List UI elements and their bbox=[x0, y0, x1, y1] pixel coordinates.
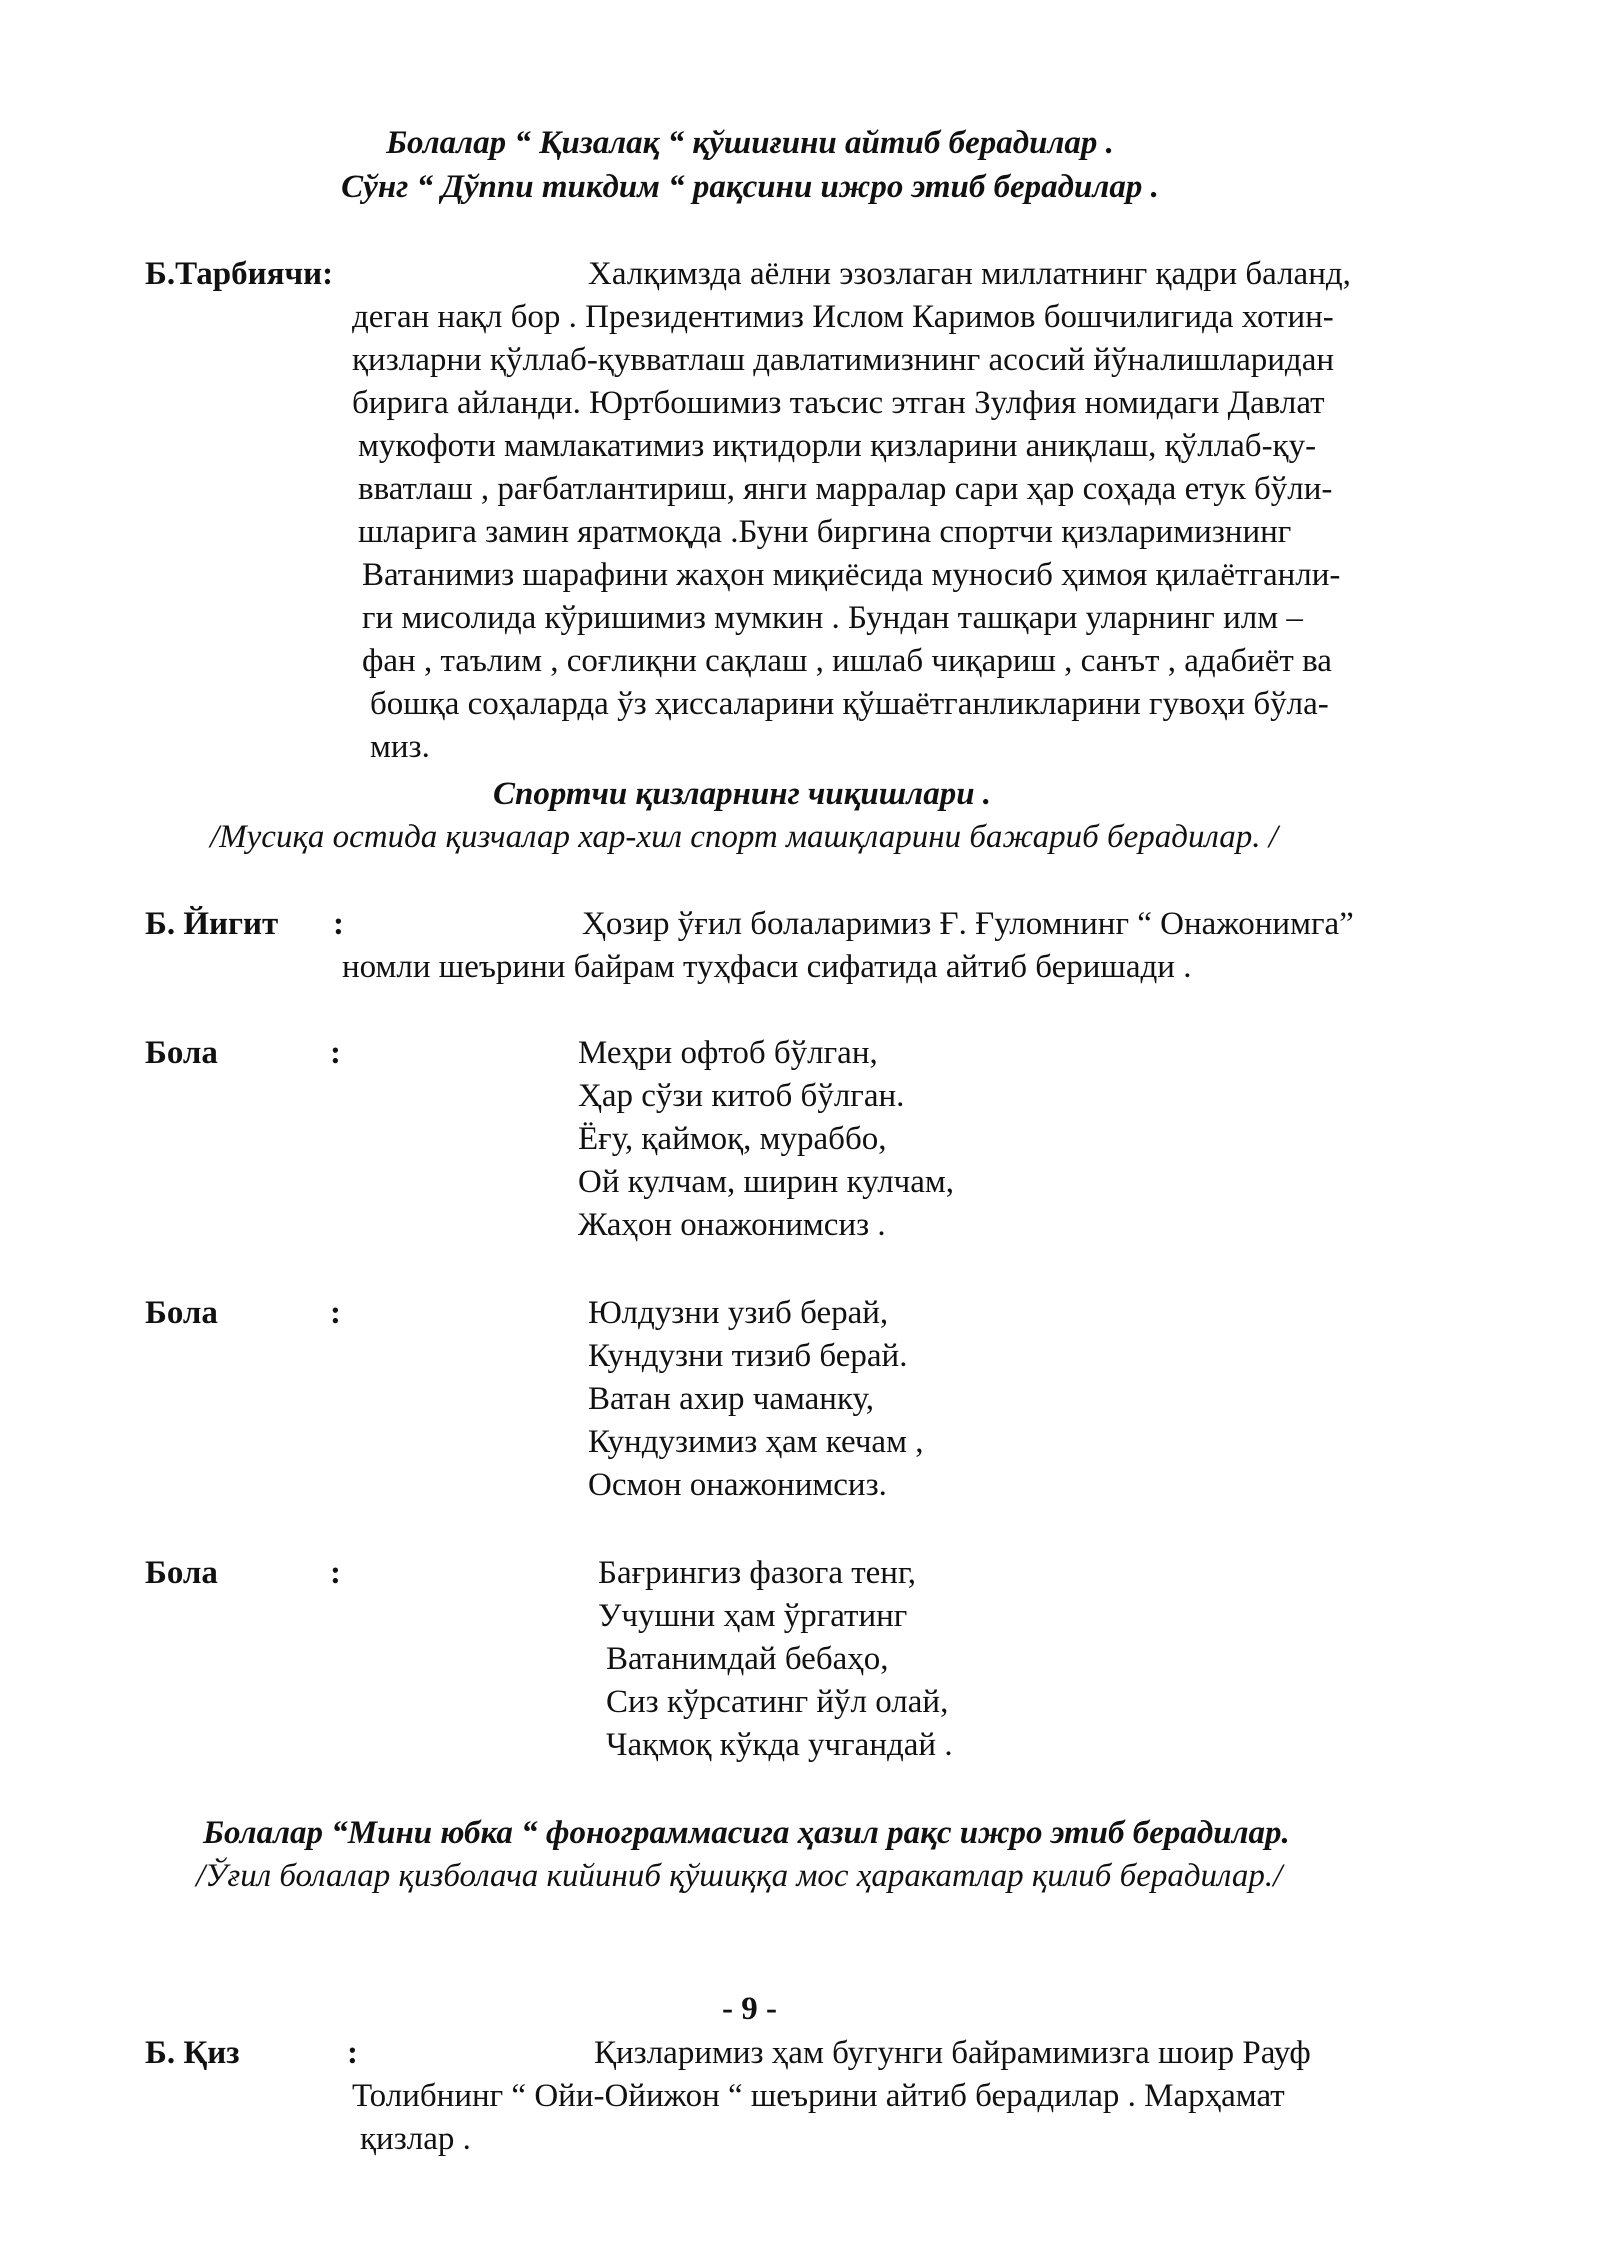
poem-line: Меҳри офтоб бўлган, bbox=[578, 1035, 878, 1071]
poem-line: Учушни ҳам ўргатинг bbox=[598, 1598, 908, 1634]
speaker-colon: : bbox=[330, 1295, 341, 1331]
yigit-line: Ҳозир ўғил болаларимиз Ғ. Ғуломнинг “ Онажонимга” bbox=[582, 906, 1354, 942]
tarbiyachi-line: бирига айланди. Юртбошимиз таъсис этган Зулфия номидаги Давлат bbox=[352, 385, 1325, 421]
poem-line: Бағрингиз фазога тенг, bbox=[598, 1555, 917, 1591]
speaker-bola: Бола bbox=[145, 1035, 218, 1071]
tarbiyachi-line: шларига замин яратмоқда .Буни биргина спортчи қизларимизнинг bbox=[358, 514, 1292, 550]
speaker-colon: : bbox=[330, 1035, 341, 1071]
speaker-bola: Бола bbox=[145, 1295, 218, 1331]
speaker-yigit: Б. Йигит bbox=[145, 906, 279, 942]
sport-title: Спортчи қизларнинг чиқишлари . bbox=[493, 776, 992, 812]
tarbiyachi-line: қизларни қўллаб-қувватлаш давлатимизнинг асосий йўналишларидан bbox=[352, 342, 1335, 378]
poem-line: Чақмоқ кўкда учгандай . bbox=[606, 1727, 953, 1763]
poem-line: Ой кулчам, ширин кулчам, bbox=[578, 1164, 955, 1200]
tarbiyachi-line: деган нақл бор . Президентимиз Ислом Каримов бошчилигида хотин- bbox=[352, 299, 1334, 335]
poem-line: Ҳар сўзи китоб бўлган. bbox=[578, 1078, 905, 1114]
poem-line: Сиз кўрсатинг йўл олай, bbox=[606, 1684, 949, 1720]
page-number: - 9 - bbox=[722, 1991, 777, 2027]
sport-note: /Мусиқа остида қизчалар хар-хил спорт машқларини бажариб берадилар. / bbox=[210, 819, 1278, 855]
poem-line: Кундузимиз ҳам кечам , bbox=[588, 1424, 924, 1460]
speaker-qiz: Б. Қиз bbox=[145, 2035, 240, 2071]
qiz-line: Қизларимиз ҳам бугунги байрамимизга шоир Рауф bbox=[594, 2035, 1311, 2071]
tarbiyachi-line: Халқимзда аёлни эзозлаган миллатнинг қадри баланд, bbox=[588, 256, 1351, 292]
yigit-line: номли шеърини байрам туҳфаси сифатида айтиб беришади . bbox=[342, 949, 1192, 985]
poem-line: Осмон онажонимсиз. bbox=[588, 1467, 887, 1503]
qiz-line: Толибнинг “ Ойи-Ойижон “ шеърини айтиб берадилар . Марҳамат bbox=[352, 2078, 1285, 2114]
tarbiyachi-line: бошқа соҳаларда ўз ҳиссаларини қўшаётганликларини гувоҳи бўла- bbox=[370, 686, 1329, 722]
poem-line: Жаҳон онажонимсиз . bbox=[578, 1207, 886, 1243]
qiz-line: қизлар . bbox=[360, 2121, 471, 2157]
speaker-colon: : bbox=[330, 1555, 341, 1591]
dance-title: Болалар “Мини юбка “ фонограммасига ҳазил рақс ижро этиб берадилар. bbox=[203, 1815, 1290, 1851]
tarbiyachi-line: вватлаш , рағбатлантириш, янги марралар сари ҳар соҳада етук бўли- bbox=[358, 471, 1333, 507]
tarbiyachi-line: ги мисолида кўришимиз мумкин . Бундан ташқари уларнинг илм – bbox=[362, 600, 1303, 636]
speaker-tarbiyachi: Б.Тарбиячи: bbox=[145, 256, 334, 292]
speaker-bola: Бола bbox=[145, 1555, 218, 1591]
poem-line: Ватанимдай бебаҳо, bbox=[606, 1641, 889, 1677]
tarbiyachi-line: мукофоти мамлакатимиз иқтидорли қизларини аниқлаш, қўллаб-қу- bbox=[358, 428, 1317, 464]
tarbiyachi-line: фан , таълим , соғлиқни сақлаш , ишлаб чиқариш , санът , адабиёт ва bbox=[362, 643, 1332, 679]
poem-line: Кундузни тизиб берай. bbox=[588, 1338, 908, 1374]
poem-line: Ёғу, қаймоқ, мураббо, bbox=[578, 1121, 887, 1157]
speaker-colon: : bbox=[333, 906, 344, 942]
tarbiyachi-line: миз. bbox=[370, 729, 430, 765]
poem-line: Юлдузни узиб берай, bbox=[588, 1295, 889, 1331]
intro-line-2: Сўнг “ Дўппи тикдим “ рақсини ижро этиб берадилар . bbox=[341, 169, 1159, 205]
speaker-colon: : bbox=[347, 2035, 358, 2071]
tarbiyachi-line: Ватанимиз шарафини жаҳон миқиёсида муносиб ҳимоя қилаётганли- bbox=[362, 557, 1341, 593]
intro-line-1: Болалар “ Қизалақ “ қўшиғини айтиб берадилар . bbox=[386, 125, 1114, 161]
dance-note: /Ўғил болалар қизболача кийиниб қўшиққа мос ҳаракатлар қилиб берадилар./ bbox=[196, 1858, 1283, 1894]
poem-line: Ватан ахир чаманку, bbox=[588, 1381, 874, 1417]
